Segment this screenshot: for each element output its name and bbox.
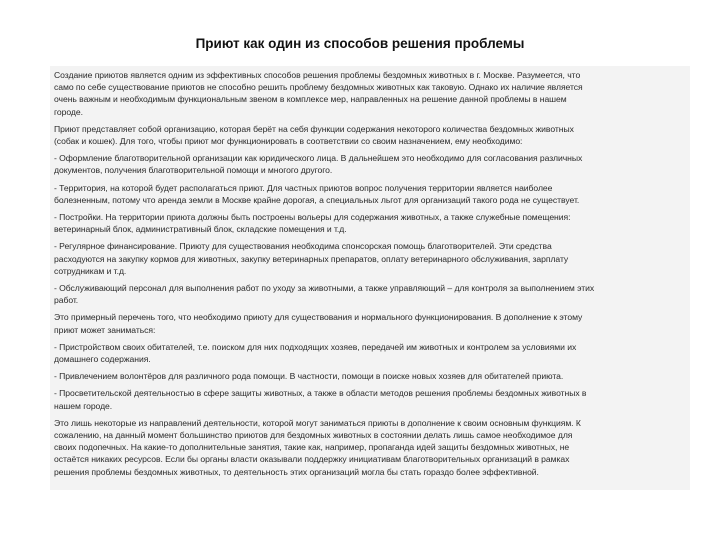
- paragraph: [50, 341, 690, 365]
- text-line: Приют представляет собой организацию, которая берёт на себя функции содержания некоторого количества бездомных животных: [54, 123, 574, 134]
- page-title: Приют как один из способов решения проблемы: [195, 36, 525, 51]
- paragraph: [50, 311, 690, 335]
- paragraph: [50, 387, 690, 411]
- text-line: городе.: [54, 106, 83, 117]
- paragraph: [50, 282, 690, 306]
- text-line: (собак и кошек). Для того, чтобы приют мог функционировать в соответствии со своим назначением, ему необходимо:: [54, 136, 523, 147]
- text-line: - Территория, на которой будет располагаться приют. Для частных приютов вопрос получения территории является наиболее: [54, 182, 553, 193]
- paragraph: [50, 69, 690, 118]
- text-line: - Регулярное финансирование. Приюту для существования необходима спонсорская помощь благотворителей. Эти средства: [54, 241, 552, 252]
- text-line: - Просветительской деятельностью в сфере защиты животных, а также в области методов решения проблемы бездомных животных в: [54, 388, 587, 399]
- text-line: - Пристройством своих обитателей, т.е. поиском для них подходящих хозяев, передачей им животных и контролем за условиями их: [54, 341, 577, 352]
- paragraph: [50, 370, 690, 382]
- text-line: ветеринарный блок, административный блок, складские помещения и т.д.: [54, 224, 347, 235]
- text-line: сожалению, на данный момент большинство приютов для бездомных животных в состоянии делать лишь самое необходимое для: [54, 430, 573, 441]
- text-line: решения проблемы бездомных животных, то деятельность этих организаций могла бы стать гораздо более эффективной.: [54, 466, 539, 477]
- text-line: Это лишь некоторые из направлений деятельности, которой могут заниматься приюты в дополнение к своим основным функциям. К: [54, 417, 581, 428]
- text-line: работ.: [54, 295, 79, 306]
- text-line: болезненным, потому что аренда земли в Москве крайне дорогая, а специальных льгот для организаций такого рода не существует.: [54, 194, 580, 205]
- paragraph: [50, 417, 690, 478]
- text-body: [50, 66, 690, 490]
- text-line: - Оформление благотворительной организации как юридического лица. В дальнейшем это необходимо для согласования различных: [54, 153, 583, 164]
- paragraph: [50, 123, 690, 147]
- text-line: - Привлечением волонтёров для различного рода помощи. В частности, помощи в поиске новых хозяев для обитателей приюта.: [54, 371, 564, 382]
- paragraph: [50, 240, 690, 277]
- text-line: - Обслуживающий персонал для выполнения работ по уходу за животными, а также управляющий – для контроля за выполнением этих: [54, 283, 595, 294]
- text-line: документов, получения благотворительной помощи и многого другого.: [54, 165, 333, 176]
- paragraph: [50, 211, 690, 235]
- paragraph: [50, 152, 690, 176]
- text-line: остаётся никаких ресурсов. Если бы органы власти оказывали поддержку инициативам благотворительных организаций в рамках: [54, 454, 570, 465]
- text-line: сотрудникам и т.д.: [54, 265, 127, 276]
- text-line: расходуются на закупку кормов для животных, закупку ветеринарных препаратов, оплату ветеринарного обслуживания, зарплату: [54, 253, 569, 264]
- text-line: Создание приютов является одним из эффективных способов решения проблемы бездомных животных в г. Москве. Разумеется, что: [54, 70, 581, 80]
- text-line: очень важным и необходимым функциональным звеном в комплексе мер, направленных на решение данной проблемы в нашем: [54, 94, 567, 105]
- paragraph: [50, 182, 690, 206]
- text-line: нашем городе.: [54, 400, 113, 411]
- text-line: Это примерный перечень того, что необходимо приюту для существования и нормального функционирования. В дополнение к этому: [54, 312, 583, 323]
- text-line: домашнего содержания.: [54, 354, 151, 365]
- text-line: своих подопечных. На какие-то дополнительные занятия, такие как, например, пропаганда идей защиты бездомных животных, не: [54, 442, 570, 453]
- text-line: приют может заниматься:: [54, 324, 156, 335]
- text-line: само по себе существование приютов не способно решить проблему бездомных животных как таковую. Однако их наличие является: [54, 82, 583, 93]
- text-line: - Постройки. На территории приюта должны быть построены вольеры для содержания животных, а также служебные помещения:: [54, 212, 571, 223]
